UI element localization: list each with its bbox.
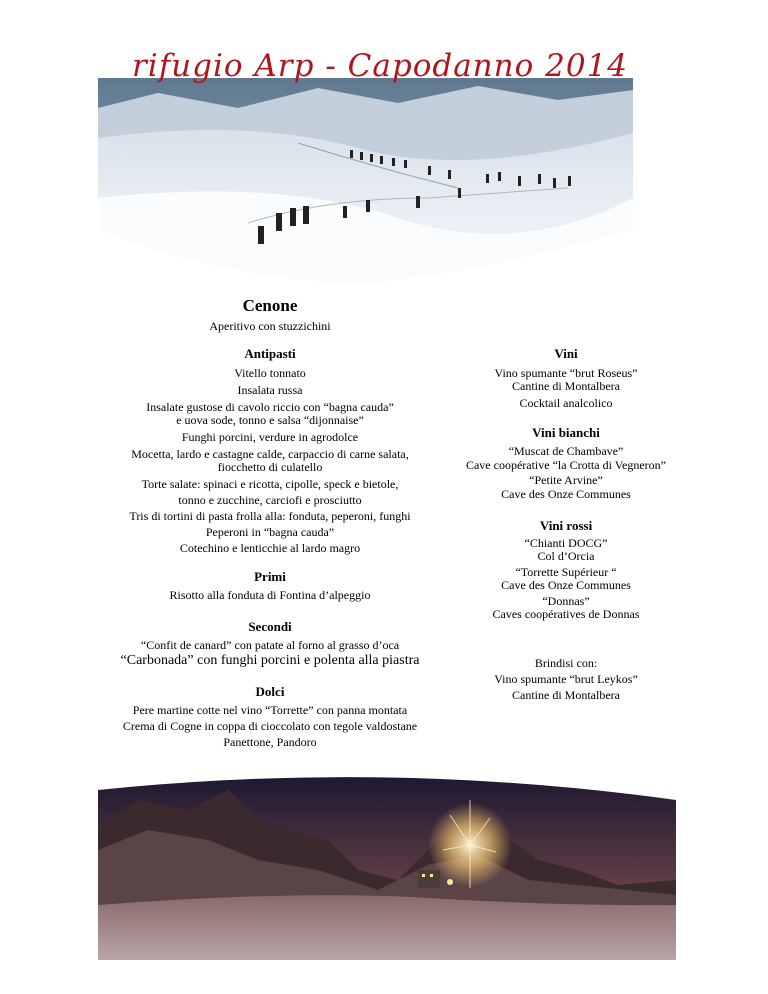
dolci-item: Pere martine cotte nel vino “Torrette” con panna montata (132, 703, 408, 717)
vini-rossi-item: “Torrette Supérieur “ (515, 565, 617, 579)
brindisi-item: Brindisi con: (534, 656, 598, 670)
dolci-item: Crema di Cogne in coppa di cioccolato con tegole valdostane (122, 719, 418, 733)
dolci-heading: Dolci (255, 684, 285, 699)
vini-rossi-heading: Vini rossi (539, 518, 593, 533)
primi-item: Risotto alla fonduta di Fontina d’alpeggio (169, 588, 371, 602)
antipasti-item: Cotechino e lenticchie al lardo magro (179, 541, 361, 555)
antipasti-item: tonno e zucchine, carciofi e prosciutto (178, 493, 362, 507)
vini-bianchi-heading: Vini bianchi (532, 425, 600, 440)
menu-title: rifugio Arp - Capodanno 2014 (131, 48, 629, 84)
primi-heading: Primi (254, 569, 286, 584)
snow-hikers-photo (98, 78, 633, 288)
antipasti-item: Mocetta, lardo e castagne calde, carpaccio di carne salata, (131, 447, 409, 461)
brindisi-item: Vino spumante “brut Leykos” (494, 672, 638, 686)
brindisi-item: Cantine di Montalbera (512, 688, 620, 702)
vini-rossi-item: “Chianti DOCG” (524, 536, 608, 550)
vini-rossi-item: Caves coopératives de Donnas (492, 607, 640, 621)
vini-item: Vino spumante “brut Roseus” (494, 366, 638, 380)
cenone-subtitle: Aperitivo con stuzzichini (209, 319, 331, 333)
dolci-item: Panettone, Pandoro (223, 735, 317, 749)
vini-bianchi-item: “Petite Arvine” (529, 473, 603, 487)
secondi-item: “Confit de canard” con patate al forno al grasso d’oca (140, 638, 400, 652)
antipasti-item: fiocchetto di culatello (217, 460, 323, 474)
antipasti-item: Torte salate: spinaci e ricotta, cipolle, speck e bietole, (141, 477, 399, 491)
vini-rossi-item: Cave des Onze Communes (501, 578, 631, 592)
antipasti-item: Insalata russa (237, 383, 303, 397)
vini-bianchi-item: Cave coopérative “la Crotta di Vegneron” (465, 458, 667, 472)
vini-heading: Vini (554, 346, 578, 361)
vini-rossi-item: Col d’Orcia (537, 549, 595, 563)
vini-item: Cantine di Montalbera (512, 379, 620, 393)
antipasti-item: Insalate gustose di cavolo riccio con “bagna cauda” (146, 400, 394, 414)
antipasti-heading: Antipasti (244, 346, 296, 361)
antipasti-item: Vitello tonnato (234, 366, 306, 380)
antipasti-item: Funghi porcini, verdure in agrodolce (181, 430, 359, 444)
secondi-item: “Carbonada” con funghi porcini e polenta alla piastra (120, 653, 420, 668)
antipasti-item: Tris di tortini di pasta frolla alla: fonduta, peperoni, funghi (129, 509, 411, 523)
vini-bianchi-item: Cave des Onze Communes (501, 487, 631, 501)
cenone-heading: Cenone (242, 296, 298, 315)
vini-item: Cocktail analcolico (519, 396, 613, 410)
antipasti-item: Peperoni in “bagna cauda” (205, 525, 335, 539)
night-fireworks-photo (98, 770, 676, 960)
secondi-heading: Secondi (248, 619, 292, 634)
vini-rossi-item: “Donnas” (542, 594, 590, 608)
vini-bianchi-item: “Muscat de Chambave” (508, 444, 624, 458)
antipasti-item: e uova sode, tonno e salsa “dijonnaise” (176, 413, 364, 427)
